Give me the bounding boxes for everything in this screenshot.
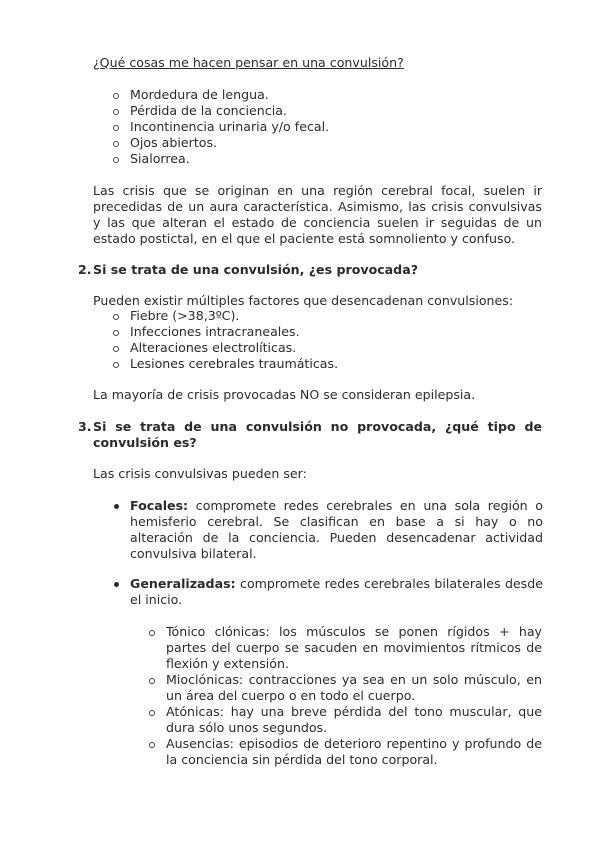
focal-text: compromete redes cerebrales en una sola región o hemisferio cerebral. Se clasifican en base a si hay o no alteración de la conciencia. Pueden desencadenar actividad convulsiva bilateral. (130, 498, 543, 561)
generalized-text: compromete redes cerebrales bilaterales desde el inicio. (130, 576, 543, 607)
list-item: Atónicas: hay una breve pérdida del tono muscular, que dura sólo unos segundos. (166, 704, 542, 735)
section-heading-unprovoked: Si se trata de una convulsión no provocada, ¿qué tipo de convulsión es? (93, 419, 542, 450)
bullet-dot (114, 504, 119, 509)
list-item: Incontinencia urinaria y/o fecal. (130, 119, 330, 134)
list-item: Tónico clónicas: los músculos se ponen rígidos + hay partes del cuerpo se sacuden en movimientos rítmicos de flexión y extensión. (166, 624, 542, 671)
list-item: Pérdida de la conciencia. (130, 103, 329, 119)
subheading-signs: ¿Qué cosas me hacen pensar en una convulsión? (93, 55, 404, 70)
paragraph-aura: Las crisis que se originan en una región cerebral focal, suelen ir precedidas de un aura característica. Asimismo, las crisis convulsivas y las que alteran el estado de conciencia suelen ir seguidas de un estado postictal, en el que el paciente está somnoliento y confuso. (93, 183, 542, 246)
note-epilepsy: La mayoría de crisis provocadas NO se consideran epilepsia. (93, 387, 476, 402)
list-item: Fiebre (>38,3ºC). (130, 308, 338, 324)
section-number: 3. (78, 419, 92, 434)
intro-factors: Pueden existir múltiples factores que desencadenan convulsiones: (93, 293, 514, 308)
focal-label: Focales: (130, 498, 189, 513)
bullet-dot (114, 582, 119, 587)
list-item: Ojos abiertos. (130, 135, 329, 151)
list-item: Sialorrea. (130, 151, 329, 167)
list-item: Mordedura de lengua. (130, 87, 329, 103)
intro-types: Las crisis convulsivas pueden ser: (93, 466, 307, 481)
factors-list (130, 308, 338, 372)
list-item: Alteraciones electrolíticas. (130, 340, 338, 356)
list-item: Mioclónicas: contracciones ya sea en un solo músculo, en un área del cuerpo o en todo el cuerpo. (166, 672, 542, 703)
signs-list (130, 87, 329, 167)
generalized-label: Generalizadas: (130, 576, 236, 591)
section-number: 2. (78, 262, 92, 277)
focal-item (130, 498, 543, 562)
list-item: Infecciones intracraneales. (130, 324, 338, 340)
generalized-item (130, 576, 543, 608)
list-item: Lesiones cerebrales traumáticas. (130, 356, 339, 371)
generalized-subtypes-list (166, 624, 542, 768)
list-item: Ausencias: episodios de deterioro repentino y profundo de la conciencia sin pérdida del tono corporal. (166, 736, 542, 767)
section-heading-provoked: Si se trata de una convulsión, ¿es provocada? (93, 262, 419, 277)
